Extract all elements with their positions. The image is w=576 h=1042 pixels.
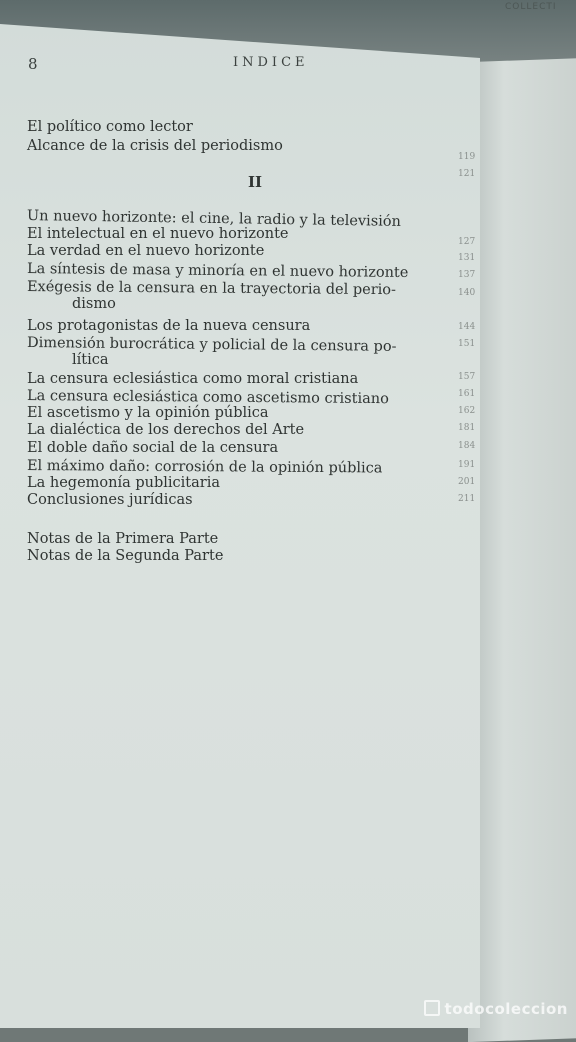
toc-entry: La verdad en el nuevo horizonte (27, 243, 265, 259)
page-header (28, 55, 458, 75)
page-ref: 140 (458, 288, 476, 298)
index-title: INDICE (233, 55, 309, 70)
page-ref: 157 (458, 372, 476, 382)
toc-entry: La censura eclesiástica como ascetismo cristiano (26, 388, 389, 408)
toc-entry-continued: lítica (72, 352, 109, 368)
section-numeral: II (248, 173, 263, 191)
toc-entry: El político como lector (27, 119, 193, 135)
toc-entry: El ascetismo y la opinión pública (27, 405, 269, 421)
corner-text: COLLECTI (505, 2, 557, 12)
watermark (424, 1000, 568, 1018)
page-number: 8 (28, 55, 38, 73)
toc-entry: La censura eclesiástica como moral cristiana (27, 371, 359, 387)
page-ref: 144 (458, 322, 476, 332)
page-ref: 131 (458, 253, 476, 263)
toc-entry: El doble daño social de la censura (27, 440, 279, 456)
page-ref: 119 (458, 152, 476, 162)
toc-entry-continued: dismo (72, 296, 116, 312)
toc-entry: La hegemonía publicitaria (27, 475, 220, 491)
page-ref: 184 (458, 441, 476, 451)
toc-entry: Un nuevo horizonte: el cine, la radio y la televisión (26, 208, 402, 230)
page-ref: 127 (458, 237, 476, 247)
page-ref: 181 (458, 423, 476, 433)
right-page (468, 58, 576, 1042)
toc-entry: Notas de la Segunda Parte (27, 548, 224, 564)
toc-entry: El intelectual en el nuevo horizonte (27, 226, 289, 242)
book-page (0, 18, 480, 1028)
toc-entry: Exégesis de la censura en la trayectoria del perio- (26, 279, 397, 299)
toc-entry: La síntesis de masa y minoría en el nuevo horizonte (26, 261, 409, 281)
toc-entry: Notas de la Primera Parte (27, 531, 219, 547)
page-ref: 191 (458, 460, 476, 470)
toc-entry: Dimensión burocrática y policial de la censura po- (26, 335, 397, 355)
page-ref: 211 (458, 494, 476, 504)
toc-entry: La dialéctica de los derechos del Arte (27, 422, 305, 438)
toc-entry: El máximo daño: corrosión de la opinión pública (26, 458, 383, 477)
watermark-logo-icon (424, 1000, 440, 1016)
page-ref: 161 (458, 389, 476, 399)
toc-entry: Alcance de la crisis del periodismo (27, 138, 283, 154)
page-ref: 151 (458, 339, 476, 349)
page-ref: 137 (458, 270, 476, 280)
toc-entry: Conclusiones jurídicas (27, 492, 193, 508)
watermark-text: todocoleccion (444, 1000, 568, 1018)
page-ref: 201 (458, 477, 476, 487)
page-ref: 162 (458, 406, 476, 416)
page-ref: 121 (458, 169, 476, 179)
toc-entry: Los protagonistas de la nueva censura (27, 318, 311, 334)
